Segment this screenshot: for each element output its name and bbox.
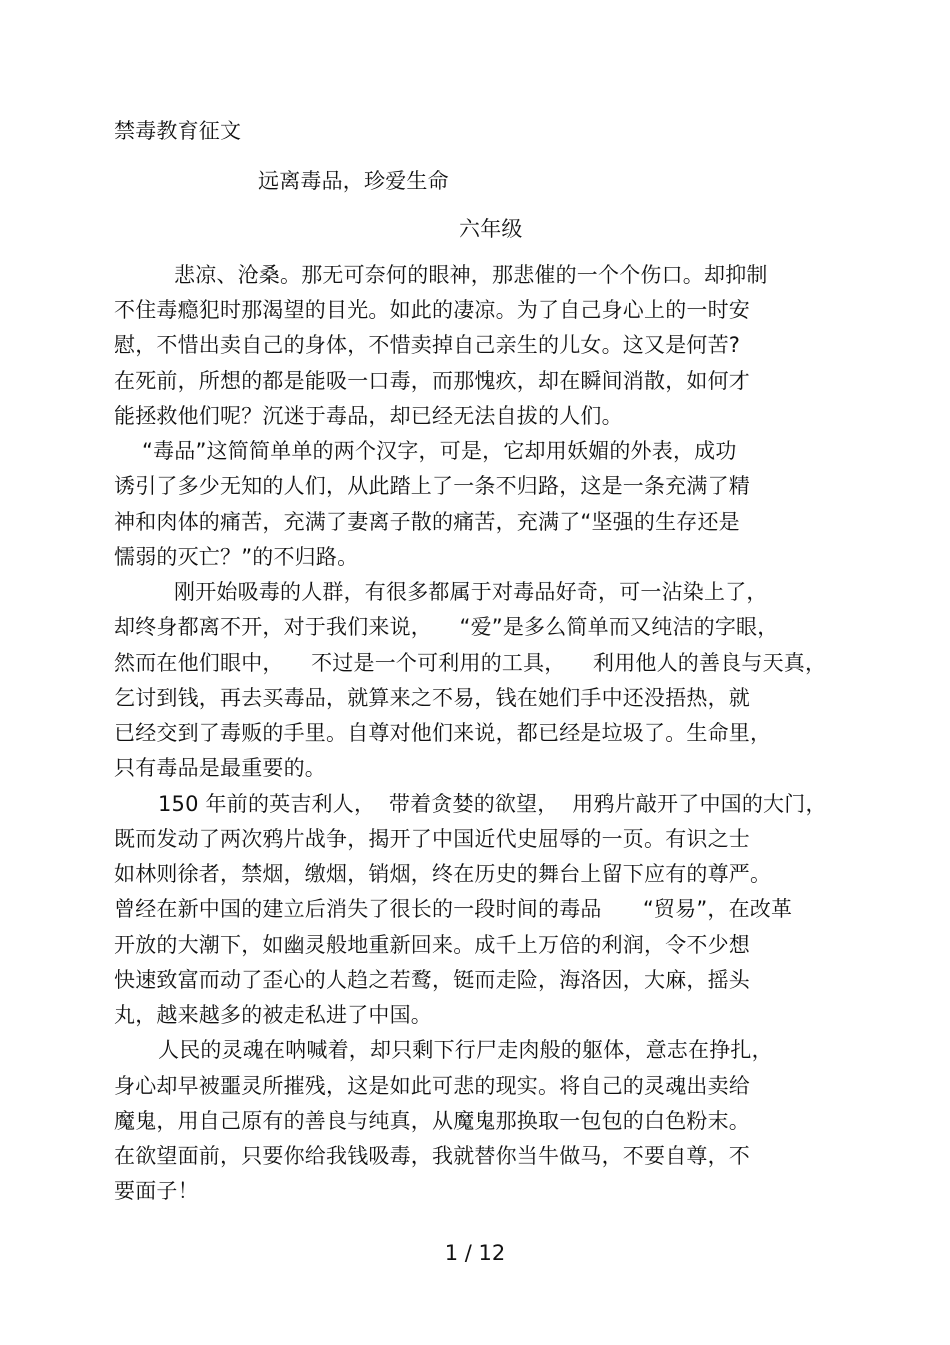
document-title: 禁毒教育征文: [114, 119, 242, 143]
body-line: 曾经在新中国的建立后消失了很长的一段时间的毒品 “贸易”，在改革: [114, 897, 793, 921]
body-line: 悲凉、沧桑。那无可奈何的眼神，那悲催的一个个伤口。却抑制: [174, 263, 768, 287]
body-line: 开放的大潮下，如幽灵般地重新回来。成千上万倍的利润，令不少想: [114, 933, 750, 957]
body-line: 刚开始吸毒的人群，有很多都属于对毒品好奇，可一沾染上了，: [174, 580, 768, 604]
body-line: 能拯救他们呢？沉迷于毒品，却已经无法自拔的人们。: [114, 404, 623, 428]
body-line: 不住毒瘾犯时那渴望的目光。如此的凄凉。为了自己身心上的一时安: [114, 298, 750, 322]
body-line: 要面子！: [114, 1179, 199, 1203]
body-line: 乞讨到钱，再去买毒品，就算来之不易，钱在她们手中还没捂热，就: [114, 686, 750, 710]
body-line: 已经交到了毒贩的手里。自尊对他们来说，都已经是垃圾了。生命里，: [114, 721, 772, 745]
body-line: 既而发动了两次鸦片战争，揭开了中国近代史屈辱的一页。有识之士: [114, 827, 750, 851]
body-line: 在死前，所想的都是能吸一口毒，而那愧疚，却在瞬间消散，如何才: [114, 369, 750, 393]
essay-title: 远离毒品，珍爱生命: [258, 169, 449, 193]
body-line: 人民的灵魂在呐喊着，却只剩下行尸走肉般的躯体，意志在挣扎，: [158, 1038, 773, 1062]
body-line: 懦弱的灭亡？”的不归路。: [114, 545, 359, 569]
page-number: 1 / 12: [444, 1241, 506, 1265]
body-line: 在欲望面前，只要你给我钱吸毒，我就替你当牛做马，不要自尊，不: [114, 1144, 750, 1168]
body-line: 慰，不惜出卖自己的身体，不惜卖掉自己亲生的儿女。这又是何苦?: [114, 333, 741, 357]
body-line: 只有毒品是最重要的。: [114, 756, 326, 780]
body-line: 魔鬼，用自己原有的善良与纯真，从魔鬼那换取一包包的白色粉末。: [114, 1109, 750, 1133]
body-line: 诱引了多少无知的人们，从此踏上了一条不归路，这是一条充满了精: [114, 474, 750, 498]
body-line: 身心却早被噩灵所摧残，这是如此可悲的现实。将自己的灵魂出卖给: [114, 1074, 750, 1098]
body-line: 丸，越来越多的被走私进了中国。: [114, 1003, 432, 1027]
grade-label: 六年级: [459, 217, 523, 241]
body-line: 快速致富而动了歪心的人趋之若鹜，铤而走险，海洛因，大麻，摇头: [114, 968, 750, 992]
body-line: 神和肉体的痛苦，充满了妻离子散的痛苦，充满了“坚强的生存还是: [114, 510, 740, 534]
body-line: 如林则徐者，禁烟，缴烟，销烟，终在历史的舞台上留下应有的尊严。: [114, 862, 772, 886]
body-line: 然而在他们眼中， 不过是一个可利用的工具， 利用他人的善良与天真，: [114, 651, 827, 675]
body-line: 150 年前的英吉利人， 带着贪婪的欲望， 用鸦片敲开了中国的大门，: [158, 792, 827, 816]
body-line: 却终身都离不开，对于我们来说， “爱”是多么简单而又纯洁的字眼，: [114, 615, 779, 639]
body-line: “毒品”这简简单单的两个汉字，可是，它却用妖媚的外表，成功: [142, 439, 737, 463]
